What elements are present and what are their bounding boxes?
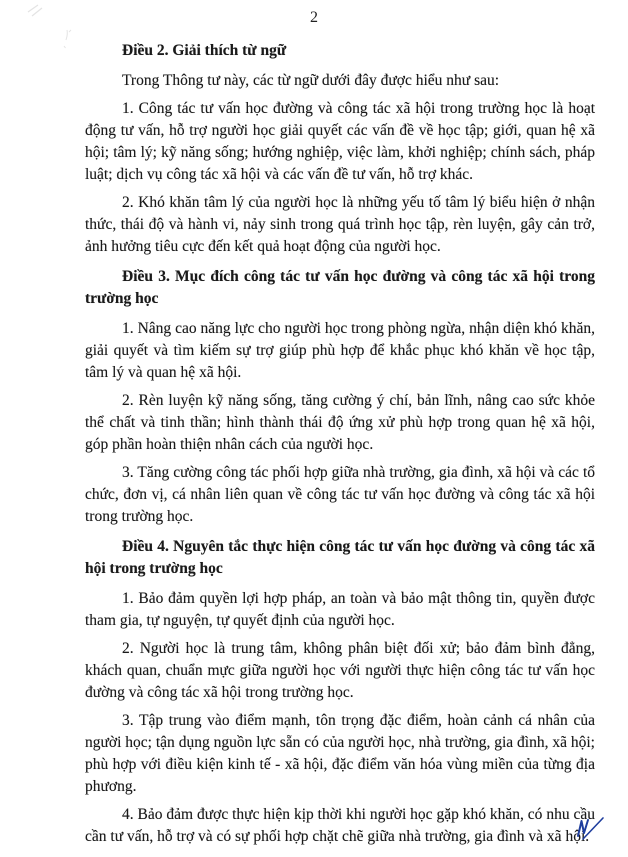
article-2-heading: Điều 2. Giải thích từ ngữ [122,42,287,59]
article-3-heading: Điều 3. Mục đích công tác tư vấn học đường và công tác xã hội trong trường học [85,268,595,307]
signature-mark [568,811,612,845]
document-body [0,40,628,848]
article-3-clause-3: 3. Tăng cường công tác phối hợp giữa nhà trường, gia đình, xã hội và các tổ chức, đơn vị, cá nhân liên quan về công tác tư vấn học đường và công tác xã hội trong trường học. [85,464,595,525]
article-4-clause-4: 4. Bảo đảm được thực hiện kịp thời khi người học gặp khó khăn, có nhu cầu cần tư vấn, hỗ trợ và có sự phối hợp chặt chẽ giữa nhà trường, gia đình và xã hội. [85,806,595,845]
article-4-clause-2: 2. Người học là trung tâm, không phân biệt đối xử; bảo đảm bình đẳng, khách quan, chuẩn mực giữa người học với người thực hiện công tác tư vấn học đường và công tác xã hội trong trường học. [85,640,595,701]
article-3-clause-2: 2. Rèn luyện kỹ năng sống, tăng cường ý chí, bản lĩnh, nâng cao sức khỏe thể chất và tinh thần; hình thành thái độ ứng xử phù hợp trong quan hệ xã hội, góp phần hoàn thiện nhân cách của người học. [85,392,595,453]
page-number: 2 [310,9,318,26]
article-4-clause-1: 1. Bảo đảm quyền lợi hợp pháp, an toàn và bảo mật thông tin, quyền được tham gia, tự nguyện, tự quyết định của người học. [85,590,595,629]
article-4-heading: Điều 4. Nguyên tắc thực hiện công tác tư vấn học đường và công tác xã hội trong trường học [85,538,595,577]
article-2-clause-2: 2. Khó khăn tâm lý của người học là những yếu tố tâm lý biểu hiện ở nhận thức, thái độ và hành vi, nảy sinh trong quá trình học tập, rèn luyện, gây cản trở, ảnh hưởng tiêu cực đến kết quả hoạt động của người học. [85,194,595,255]
intro-paragraph: Trong Thông tư này, các từ ngữ dưới đây được hiểu như sau: [122,72,500,89]
article-4-clause-3: 3. Tập trung vào điểm mạnh, tôn trọng đặc điểm, hoàn cảnh cá nhân của người học; tận dụng nguồn lực sẵn có của người học, nhà trường, gia đình, xã hội; phù hợp với điều kiện kinh tế - xã hội, đặc điểm văn hóa vùng miền của từng địa phương. [85,712,595,795]
article-3-clause-1: 1. Nâng cao năng lực cho người học trong phòng ngừa, nhận diện khó khăn, giải quyết và tìm kiếm sự trợ giúp phù hợp để khắc phục khó khăn về học tập, tâm lý và quan hệ xã hội. [85,320,595,381]
article-2-clause-1: 1. Công tác tư vấn học đường và công tác xã hội trong trường học là hoạt động tư vấn, hỗ trợ người học giải quyết các vấn đề về học tập; giới, quan hệ xã hội; tâm lý; kỹ năng sống; hướng nghiệp, việc làm, khởi nghiệp; chính sách, pháp luật; dịch vụ công tác xã hội và các vấn đề tư vấn, hỗ trợ khác. [85,100,595,183]
